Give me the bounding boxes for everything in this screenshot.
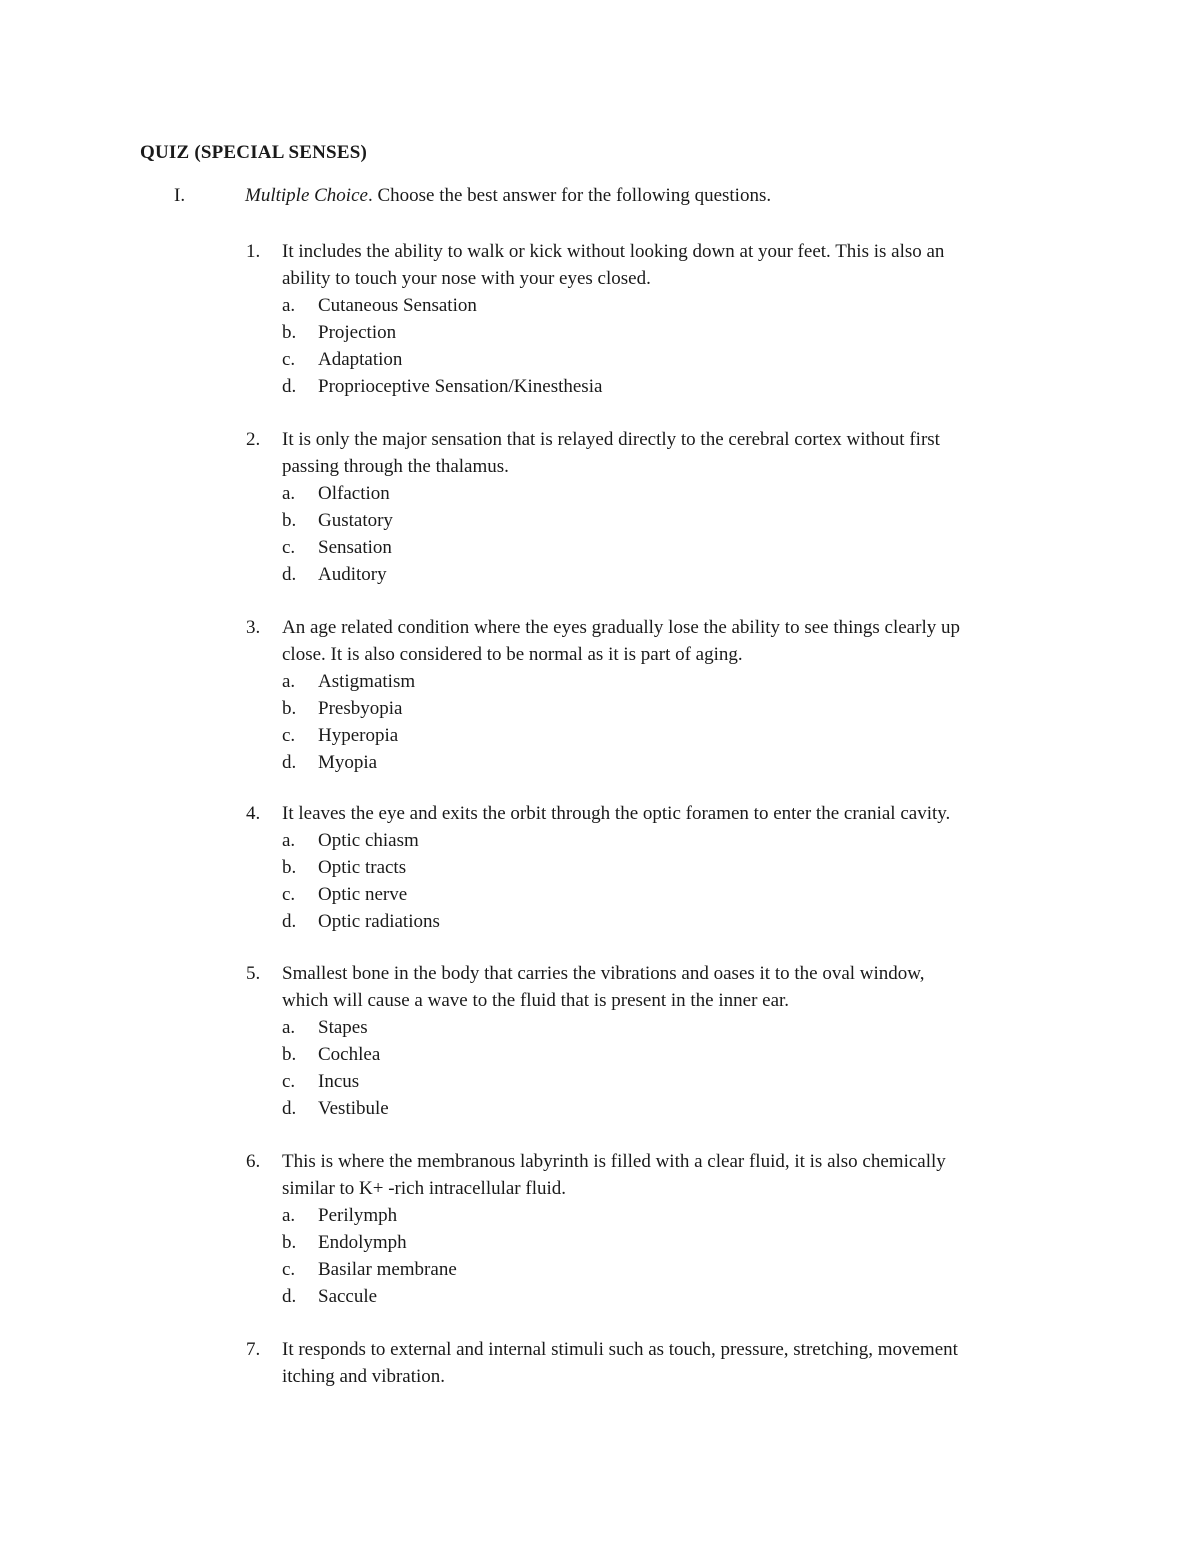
option-c — [0, 881, 1200, 908]
option-a — [0, 668, 1200, 695]
option-letter: d. — [282, 1286, 297, 1307]
option-b — [0, 507, 1200, 534]
question-text-line: Smallest bone in the body that carries the vibrations and oases it to the oval window, — [282, 963, 925, 984]
option-text: Myopia — [318, 752, 378, 773]
question-number: 1. — [246, 241, 261, 262]
option-c — [0, 722, 1200, 749]
option-letter: a. — [282, 295, 296, 316]
option-a — [0, 827, 1200, 854]
option-text: Cutaneous Sensation — [318, 295, 477, 316]
option-letter: c. — [282, 1259, 296, 1280]
option-text: Basilar membrane — [318, 1259, 457, 1280]
question-text-line: It leaves the eye and exits the orbit through the optic foramen to enter the cranial cavity. — [282, 803, 951, 824]
question-text-line: similar to K+ -rich intracellular fluid. — [282, 1178, 567, 1199]
option-text: Incus — [318, 1071, 360, 1092]
option-letter: a. — [282, 830, 296, 851]
section-numeral: I. — [174, 185, 186, 206]
option-letter: d. — [282, 376, 297, 397]
option-text: Auditory — [318, 564, 387, 585]
option-text: Proprioceptive Sensation/Kinesthesia — [318, 376, 603, 397]
question-text — [282, 1148, 1072, 1202]
option-a — [0, 1202, 1200, 1229]
question-text-line: This is where the membranous labyrinth is filled with a clear fluid, it is also chemically — [282, 1151, 946, 1172]
option-text: Endolymph — [318, 1232, 407, 1253]
option-letter: a. — [282, 1017, 296, 1038]
option-letter: b. — [282, 857, 297, 878]
option-c — [0, 1256, 1200, 1283]
option-b — [0, 695, 1200, 722]
option-letter: b. — [282, 1044, 297, 1065]
question-text-line: It includes the ability to walk or kick without looking down at your feet. This is also an — [282, 241, 945, 262]
question-text — [282, 238, 1072, 292]
option-letter: a. — [282, 483, 296, 504]
option-text: Gustatory — [318, 510, 393, 531]
question-number: 5. — [246, 963, 261, 984]
option-text: Perilymph — [318, 1205, 398, 1226]
option-a — [0, 480, 1200, 507]
option-d — [0, 561, 1200, 588]
option-letter: d. — [282, 564, 297, 585]
question-text-line: passing through the thalamus. — [282, 456, 509, 477]
option-text: Optic nerve — [318, 884, 408, 905]
option-letter: a. — [282, 1205, 296, 1226]
question-text-line: ability to touch your nose with your eyes closed. — [282, 268, 651, 289]
section-heading — [0, 185, 1200, 211]
option-letter: c. — [282, 349, 296, 370]
option-text: Optic chiasm — [318, 830, 419, 851]
option-text: Sensation — [318, 537, 392, 558]
option-letter: c. — [282, 725, 296, 746]
option-d — [0, 908, 1200, 935]
question-text — [282, 426, 1072, 480]
option-d — [0, 749, 1200, 776]
question-number: 2. — [246, 429, 261, 450]
option-letter: c. — [282, 1071, 296, 1092]
option-text: Presbyopia — [318, 698, 403, 719]
question-text — [282, 800, 1072, 827]
section-instruction-text: . Choose the best answer for the following questions. — [367, 185, 772, 206]
section-label: Multiple Choice — [245, 185, 368, 206]
option-c — [0, 534, 1200, 561]
section-instruction — [245, 185, 771, 207]
option-text: Projection — [318, 322, 397, 343]
option-letter: d. — [282, 752, 297, 773]
option-letter: b. — [282, 322, 297, 343]
option-b — [0, 319, 1200, 346]
question-text-line: It responds to external and internal stimuli such as touch, pressure, stretching, movement — [282, 1339, 958, 1360]
question-text-line: itching and vibration. — [282, 1366, 446, 1387]
question-text-line: close. It is also considered to be normal as it is part of aging. — [282, 644, 743, 665]
question-number: 7. — [246, 1339, 261, 1360]
option-letter: c. — [282, 884, 296, 905]
question-text-line: It is only the major sensation that is relayed directly to the cerebral cortex without first — [282, 429, 940, 450]
option-b — [0, 1229, 1200, 1256]
option-letter: b. — [282, 510, 297, 531]
question-text — [282, 960, 1072, 1014]
question-number: 4. — [246, 803, 261, 824]
question-text-line: An age related condition where the eyes gradually lose the ability to see things clearly up — [282, 617, 960, 638]
option-c — [0, 346, 1200, 373]
option-b — [0, 1041, 1200, 1068]
option-text: Optic tracts — [318, 857, 407, 878]
question-number: 6. — [246, 1151, 261, 1172]
option-c — [0, 1068, 1200, 1095]
option-letter: b. — [282, 698, 297, 719]
option-text: Astigmatism — [318, 671, 416, 692]
option-text: Optic radiations — [318, 911, 440, 932]
option-letter: d. — [282, 911, 297, 932]
option-d — [0, 1283, 1200, 1310]
option-letter: a. — [282, 671, 296, 692]
option-d — [0, 373, 1200, 400]
option-text: Stapes — [318, 1017, 368, 1038]
option-text: Hyperopia — [318, 725, 399, 746]
option-b — [0, 854, 1200, 881]
option-a — [0, 292, 1200, 319]
option-a — [0, 1014, 1200, 1041]
option-text: Adaptation — [318, 349, 403, 370]
quiz-title: QUIZ (SPECIAL SENSES) — [140, 142, 367, 163]
option-text: Cochlea — [318, 1044, 381, 1065]
option-text: Olfaction — [318, 483, 390, 504]
question-number: 3. — [246, 617, 261, 638]
question-text-line: which will cause a wave to the fluid that is present in the inner ear. — [282, 990, 790, 1011]
option-letter: d. — [282, 1098, 297, 1119]
question-text — [282, 1336, 1072, 1390]
option-text: Saccule — [318, 1286, 378, 1307]
question-text — [282, 614, 1072, 668]
option-text: Vestibule — [318, 1098, 389, 1119]
option-letter: c. — [282, 537, 296, 558]
option-d — [0, 1095, 1200, 1122]
option-letter: b. — [282, 1232, 297, 1253]
